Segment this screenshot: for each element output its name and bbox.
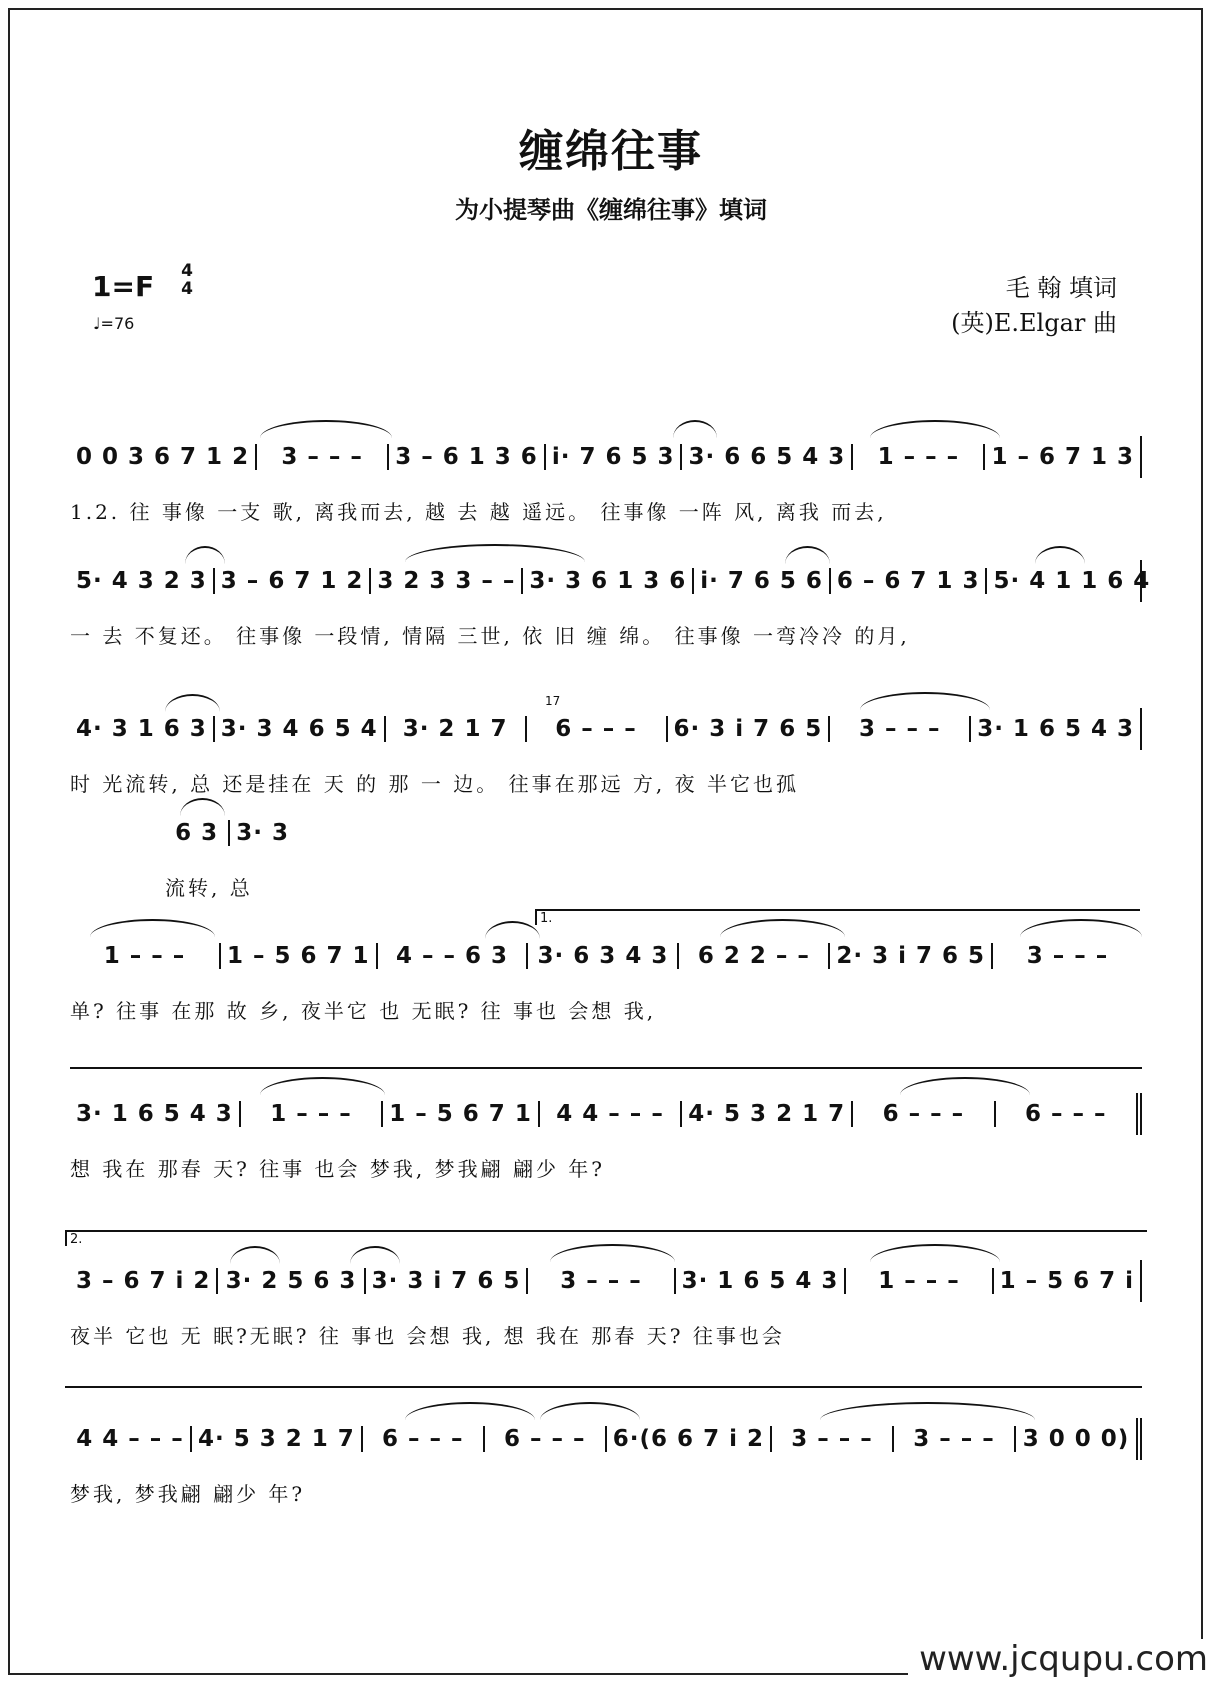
measure: 6 – – –: [1025, 1101, 1107, 1127]
music-system-5: [70, 911, 1142, 1055]
music-system-7: [70, 1232, 1142, 1380]
music-system-4: [165, 812, 295, 932]
time-signature: [177, 262, 197, 298]
measure: 4 4 – – –: [540, 1101, 682, 1127]
measure: 4· 5 3 2 1 7: [192, 1426, 363, 1452]
measure: 6 – – –: [853, 1101, 995, 1127]
measure: 3 – 6 7 i 2: [70, 1268, 218, 1294]
measure: 6· 3 i 7 6 5: [668, 716, 831, 742]
measure: i· 7 6 5 6: [694, 568, 831, 594]
measure: i· 7 6 5 3: [546, 444, 683, 470]
measure: 1 – – –: [846, 1268, 993, 1294]
lyric-line: 流转, 总: [165, 876, 253, 900]
measure: 1 – – –: [70, 943, 221, 969]
measure: 6·(6 6 7 i 2: [607, 1426, 772, 1452]
measure: 5· 4 1 1 6 4: [993, 568, 1151, 594]
measure: 4· 3 1 6 3: [70, 716, 215, 742]
notation-line: [70, 1418, 1142, 1460]
music-system-8: [70, 1418, 1142, 1538]
measure: 6 – 6 7 1 3: [831, 568, 988, 594]
lyric-line: 想 我在 那春 天? 往事 也会 梦我, 梦我翩 翩少 年?: [70, 1157, 606, 1181]
composer-credit: (英)E.Elgar 曲: [951, 309, 1117, 337]
key-signature: 1=F: [92, 270, 155, 303]
measure: 2· 3 i 7 6 5: [830, 943, 993, 969]
measure: 6 – – –: [527, 716, 668, 742]
notation-line: [70, 560, 1151, 602]
measure: 3· 3: [236, 820, 289, 846]
measure: 3· 1 6 5 4 3: [977, 716, 1134, 742]
music-system-6: [70, 1093, 1142, 1213]
measure: 1 – 6 7 1 3: [991, 444, 1135, 470]
time-signature-bottom: 4: [181, 279, 193, 299]
measure: 3· 2 5 6 3: [218, 1268, 365, 1294]
measure: 3· 3 6 1 3 6: [523, 568, 694, 594]
volta-continuation: [65, 1386, 1142, 1388]
lyric-line: 时 光流转, 总 还是挂在 天 的 那 一 边。 往事在那远 方, 夜 半它也孤: [70, 772, 800, 796]
measure: 3 – 6 1 3 6: [389, 444, 546, 470]
notation-line: [70, 1260, 1142, 1302]
measure: 3· 1 6 5 4 3: [70, 1101, 241, 1127]
measure: 3 2 3 3 – –: [371, 568, 523, 594]
measure: 3· 6 6 5 4 3: [682, 444, 853, 470]
lyric-line: 1.2. 往 事像 一支 歌, 离我而去, 越 去 越 遥远。 往事像 一阵 风, 离我 而去,: [70, 500, 887, 524]
lyric-line: 梦我, 梦我翩 翩少 年?: [70, 1482, 306, 1506]
measure: 1 – 5 6 7 1: [383, 1101, 540, 1127]
page-title: 缠绵往事: [519, 126, 703, 177]
measure: 6 2 2 – –: [679, 943, 830, 969]
volta-first-ending: 1.: [535, 909, 1140, 925]
notation-line: [165, 812, 295, 854]
tempo-mark: ♩=76: [93, 314, 135, 333]
measure: 0 0 3 6 7 1 2: [70, 444, 257, 470]
measure: 4 – – 6 3: [378, 943, 529, 969]
measure: 3 – – –: [257, 444, 389, 470]
measure: 1 – – –: [853, 444, 985, 470]
measure: 6 – – –: [485, 1426, 607, 1452]
lyric-line: 单? 往事 在那 故 乡, 夜半它 也 无眠? 往 事也 会想 我,: [70, 999, 657, 1023]
measure: 6 3: [165, 820, 230, 846]
measure: 1 – 5 6 7 1: [221, 943, 378, 969]
measure: 3· 1 6 5 4 3: [676, 1268, 847, 1294]
time-signature-top: 4: [181, 261, 193, 281]
site-watermark: www.jcqupu.com: [908, 1639, 1208, 1679]
measure: 5· 4 3 2 3: [70, 568, 215, 594]
measure: 1 – 5 6 7 i: [999, 1268, 1135, 1294]
measure: 1 – – –: [241, 1101, 383, 1127]
notation-line: [70, 708, 1142, 750]
music-system-2: [70, 560, 1151, 680]
notation-line: [70, 935, 1142, 977]
notation-line: [70, 1093, 1142, 1135]
measure: 3 – – –: [830, 716, 971, 742]
measure: 3· 3 i 7 6 5: [366, 1268, 529, 1294]
lyric-line: 一 去 不复还。 往事像 一段情, 情隔 三世, 依 旧 缠 绵。 往事像 一弯冷冷 的月,: [70, 624, 910, 648]
volta-second-ending: 2.: [65, 1230, 1147, 1246]
measure: 3 – – –: [528, 1268, 675, 1294]
music-system-3: [70, 694, 1142, 828]
measure: 3· 6 3 4 3: [528, 943, 679, 969]
notation-line: [70, 436, 1142, 478]
measure: 3 0 0 0): [1022, 1426, 1130, 1452]
volta-continuation: [70, 1067, 1142, 1069]
page-subtitle: 为小提琴曲《缠绵往事》填词: [455, 195, 767, 224]
music-system-1: [70, 436, 1142, 556]
measure: 3 – 6 7 1 2: [215, 568, 372, 594]
measure: 3· 3 4 6 5 4: [215, 716, 386, 742]
measure: 6 – – –: [363, 1426, 485, 1452]
measure: 3· 2 1 7: [386, 716, 527, 742]
measure: 4 4 – – –: [70, 1426, 192, 1452]
measure: 3 – – –: [894, 1426, 1016, 1452]
measure: 3 – – –: [772, 1426, 894, 1452]
lyric-line: 夜半 它也 无 眠?无眠? 往 事也 会想 我, 想 我在 那春 天? 往事也会: [70, 1324, 785, 1348]
rehearsal-mark: 17: [545, 694, 561, 708]
measure: 4· 5 3 2 1 7: [682, 1101, 853, 1127]
measure: 3 – – –: [1026, 943, 1109, 969]
lyricist-credit: 毛 翰 填词: [1005, 274, 1117, 302]
